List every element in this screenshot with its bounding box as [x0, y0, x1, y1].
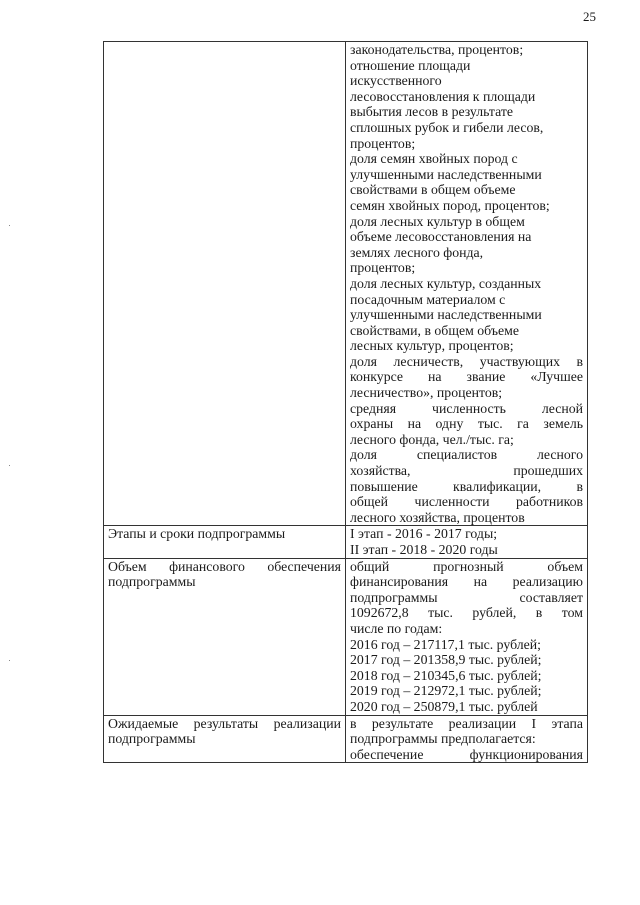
content-line: подпрограммы предполагается: — [350, 731, 536, 747]
row-label-cell — [104, 526, 346, 558]
content-line: доля специалистов лесного — [350, 447, 583, 463]
page-number: 25 — [583, 9, 596, 24]
content-line: законодательства, процентов; — [350, 42, 524, 57]
row-content-cell — [346, 715, 588, 763]
content-line: доля лесных культур в общем — [350, 213, 525, 229]
label-line: Ожидаемые результаты реализации — [108, 715, 341, 731]
content-line: общей численности работников — [350, 494, 583, 510]
content-line: 1092672,8 тыс. рублей, в том — [350, 605, 583, 621]
row-label-cell — [104, 42, 346, 526]
row-content-cell — [346, 558, 588, 715]
content-line: средняя численность лесной — [350, 400, 583, 416]
content-line: доля семян хвойных пород с — [350, 151, 518, 167]
content-line: семян хвойных пород, процентов; — [350, 197, 550, 213]
label-line: подпрограммы — [108, 574, 196, 590]
label-line: Объем финансового обеспечения — [108, 558, 341, 574]
content-line: посадочным материалом с — [350, 291, 506, 307]
content-line: лесного фонда, чел./тыс. га; — [350, 431, 514, 447]
content-line: доля лесничеств, участвующих в — [350, 353, 583, 369]
content-line: землях лесного фонда, — [350, 244, 484, 260]
scan-speck — [9, 660, 10, 661]
content-line: объеме лесовосстановления на — [350, 229, 532, 245]
content-line: улучшенными наследственными — [350, 307, 542, 323]
subprogram-passport-table — [103, 41, 588, 763]
scan-speck — [9, 225, 10, 226]
content-line: числе по годам: — [350, 620, 443, 636]
content-line: отношение площади — [350, 57, 471, 73]
content-line: лесных культур, процентов; — [350, 338, 514, 354]
row-label-cell — [104, 715, 346, 763]
content-line: финансирования на реализацию — [350, 574, 583, 590]
content-line: улучшенными наследственными — [350, 166, 542, 182]
label-line: Этапы и сроки подпрограммы — [108, 526, 286, 542]
content-line: процентов; — [350, 135, 416, 151]
content-line: II этап - 2018 - 2020 годы — [350, 542, 498, 557]
content-line: 2017 год – 201358,9 тыс. рублей; — [350, 652, 542, 668]
content-line: лесного хозяйства, процентов — [350, 509, 525, 525]
content-line: 2016 год – 217117,1 тыс. рублей; — [350, 636, 542, 652]
content-line: доля лесных культур, созданных — [350, 275, 542, 291]
row-content-cell — [346, 526, 588, 558]
content-line: в результате реализации I этапа — [350, 715, 583, 731]
content-line: I этап - 2016 - 2017 годы; — [350, 526, 498, 542]
content-line: выбытия лесов в результате — [350, 104, 513, 120]
table-row — [104, 715, 588, 763]
content-line: общий прогнозный объем — [350, 558, 583, 574]
table-row — [104, 526, 588, 558]
content-line: сплошных рубок и гибели лесов, — [350, 119, 544, 135]
content-line: охраны на одну тыс. га земель — [350, 416, 583, 432]
content-line: 2019 год – 212972,1 тыс. рублей; — [350, 683, 542, 699]
table-row — [104, 42, 588, 526]
content-line: повышение квалификации, в — [350, 478, 583, 494]
content-line: искусственного — [350, 73, 442, 89]
label-line: подпрограммы — [108, 731, 196, 747]
content-line: 2020 год – 250879,1 тыс. рублей — [350, 698, 538, 714]
row-label-cell — [104, 558, 346, 715]
content-line: обеспечение функционирования — [350, 746, 583, 762]
content-line: процентов; — [350, 260, 416, 276]
content-line: хозяйства, прошедших — [350, 463, 583, 479]
content-line: лесничество», процентов; — [350, 385, 503, 401]
content-line: свойствами, в общем объеме — [350, 322, 519, 338]
scan-speck — [9, 465, 10, 466]
row-content-cell — [346, 42, 588, 526]
content-line: подпрограммы составляет — [350, 589, 583, 605]
content-line: конкурсе на звание «Лучшее — [350, 369, 583, 385]
table-row — [104, 558, 588, 715]
content-line: лесовосстановления к площади — [350, 88, 536, 104]
content-line: свойствами в общем объеме — [350, 182, 516, 198]
content-line: 2018 год – 210345,6 тыс. рублей; — [350, 667, 542, 683]
